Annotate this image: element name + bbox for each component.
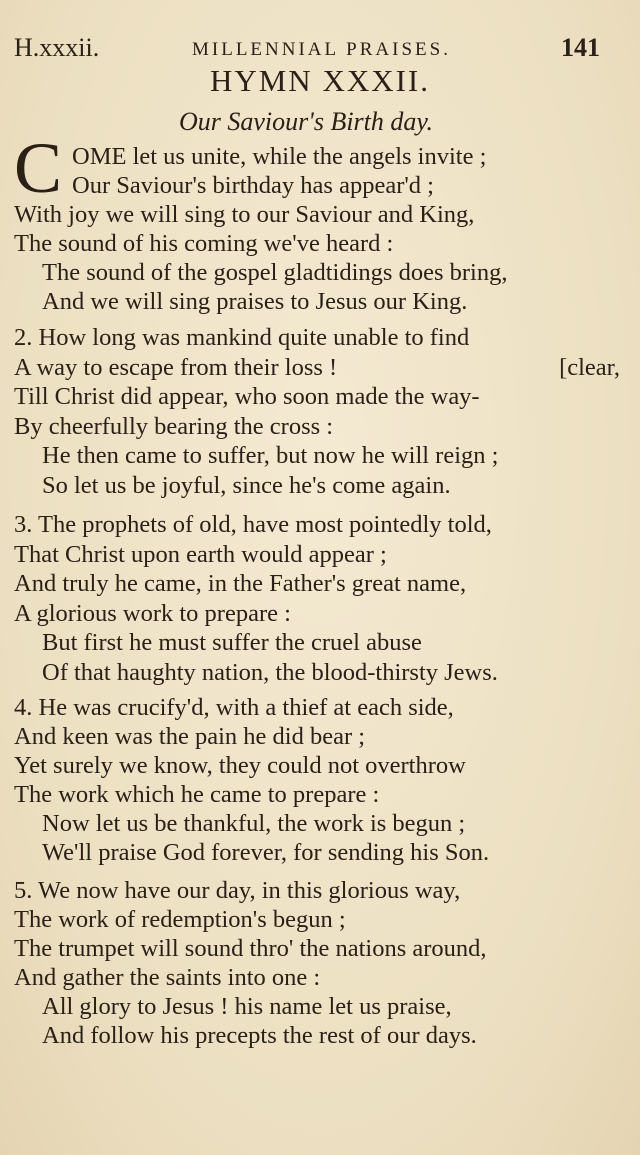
verse-line: But first he must suffer the cruel abuse xyxy=(42,629,422,656)
verse-line: Our Saviour's birthday has appear'd ; xyxy=(72,172,434,199)
verse-line: The work which he came to prepare : xyxy=(14,781,380,808)
stanza-1 xyxy=(14,128,634,316)
stanza-2 xyxy=(14,323,634,500)
verse-line: The trumpet will sound thro' the nations around, xyxy=(14,935,487,962)
verse-line: And we will sing praises to Jesus our King. xyxy=(42,288,468,315)
stanza-3 xyxy=(14,510,634,687)
verse-line: Of that haughty nation, the blood-thirsty Jews. xyxy=(42,658,498,686)
verse-line: 3. The prophets of old, have most pointedly told, xyxy=(14,511,492,538)
verse-line: A way to escape from their loss ! xyxy=(14,353,338,381)
verse-line: All glory to Jesus ! his name let us praise, xyxy=(42,993,452,1020)
verse-line: So let us be joyful, since he's come again. xyxy=(42,471,451,499)
section-mark: H.xxxii. xyxy=(14,33,100,62)
verse-line: A glorious work to prepare : xyxy=(14,599,291,627)
turnover-word: [clear, xyxy=(559,353,620,381)
verse-line: And gather the saints into one : xyxy=(14,964,321,991)
verse-line: And keen was the pain he did bear ; xyxy=(14,723,366,750)
verse-line: OME let us unite, while the angels invite ; xyxy=(72,143,487,170)
verse-line: With joy we will sing to our Saviour and King, xyxy=(14,201,475,228)
verse-line: Yet surely we know, they could not overthrow xyxy=(14,752,466,779)
verse-line-with-turnover xyxy=(14,353,634,383)
verse-line: The work of redemption's begun ; xyxy=(14,906,346,933)
stanza-5 xyxy=(14,876,634,1050)
verse-line: Now let us be thankful, the work is begun ; xyxy=(42,810,466,837)
verse-line: By cheerfully bearing the cross : xyxy=(14,412,334,440)
drop-cap: C xyxy=(14,128,63,208)
verse-line: That Christ upon earth would appear ; xyxy=(14,540,387,568)
verse-line: 2. How long was mankind quite unable to find xyxy=(14,324,470,351)
verse-line: The sound of the gospel gladtidings does bring, xyxy=(42,259,508,286)
verse-line: Till Christ did appear, who soon made the way- xyxy=(14,383,480,410)
hymn-title: HYMN XXXII. xyxy=(209,63,431,98)
verse-line: We'll praise God forever, for sending his Son. xyxy=(42,839,490,866)
verse-line: And truly he came, in the Father's great name, xyxy=(14,570,467,597)
verse-line: The sound of his coming we've heard : xyxy=(14,230,394,257)
verse-line: 5. We now have our day, in this glorious way, xyxy=(14,877,461,904)
running-title: MILLENNIAL PRAISES. xyxy=(192,39,451,60)
page-number: 141 xyxy=(561,33,600,62)
hymn-subtitle: Our Saviour's Birth day. xyxy=(178,107,433,136)
verse-line: He then came to suffer, but now he will reign ; xyxy=(42,442,499,469)
stanza-4 xyxy=(14,693,634,867)
verse-line: And follow his precepts the rest of our days. xyxy=(42,1022,477,1049)
verse-line: 4. He was crucify'd, with a thief at each side, xyxy=(14,694,454,721)
